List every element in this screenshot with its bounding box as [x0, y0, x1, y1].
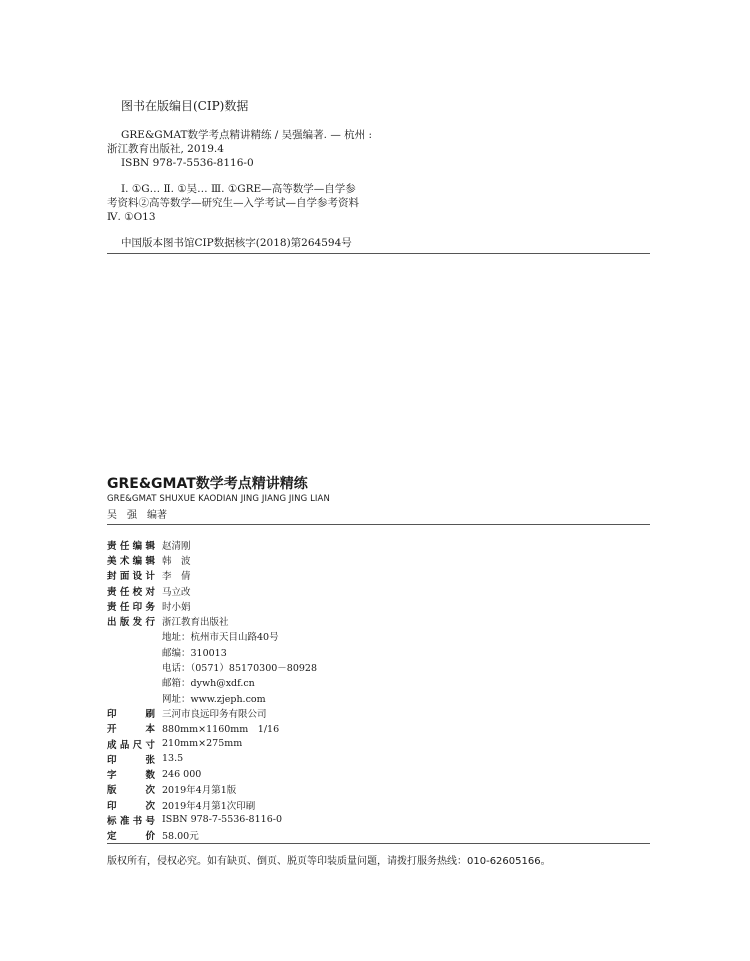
credit-row	[107, 598, 317, 613]
credit-row	[107, 812, 317, 827]
credit-label: 印次	[107, 800, 155, 812]
cip-line-3: ISBN 978-7-5536-8116-0	[121, 157, 254, 169]
cip-line-1: GRE&GMAT数学考点精讲精练 / 吴强编著. — 杭州 :	[121, 129, 373, 141]
credit-row	[107, 537, 317, 552]
credit-row	[107, 751, 317, 766]
credit-label: 美术编辑	[107, 555, 155, 567]
credit-label: 印张	[107, 754, 155, 766]
credit-value: 电话：（0571）85170300－80928	[162, 663, 318, 675]
book-pinyin: GRE&GMAT SHUXUE KAODIAN JING JIANG JING LIAN	[107, 494, 330, 504]
credit-value: 时小娟	[162, 601, 191, 613]
credit-row	[107, 568, 317, 583]
credit-value: 地址：杭州市天目山路40号	[162, 632, 279, 644]
credit-value: 210mm×275mm	[162, 738, 243, 749]
credit-row	[107, 613, 317, 628]
credit-label: 成品尺寸	[107, 739, 155, 751]
credit-label: 字数	[107, 770, 155, 782]
copyright-notice: 版权所有，侵权必究。如有缺页、倒页、脱页等印装质量问题，请拨打服务热线：010-62605166。	[107, 856, 551, 867]
credit-row	[107, 766, 317, 781]
credit-value: 246 000	[162, 768, 202, 780]
credit-row	[107, 552, 317, 567]
credit-row	[107, 828, 317, 843]
credit-value: 邮编：310013	[162, 647, 227, 659]
credit-value: 韩 波	[162, 555, 191, 567]
credit-label: 标准书号	[107, 815, 155, 827]
credit-value: 马立改	[162, 586, 191, 598]
credit-label: 开本	[107, 724, 155, 736]
credit-label: 出版发行	[107, 617, 155, 629]
publisher-email	[107, 675, 317, 690]
credit-label: 版次	[107, 785, 155, 797]
footer-divider	[107, 843, 650, 844]
publisher-postcode	[107, 644, 317, 659]
credit-label: 责任校对	[107, 586, 155, 598]
credit-label: 责任编辑	[107, 540, 155, 552]
credit-row	[107, 583, 317, 598]
credit-value: 网址：www.zjeph.com	[162, 693, 266, 705]
cip-number: 中国版本图书馆CIP数据核字(2018)第264594号	[121, 237, 352, 249]
credit-value: 浙江教育出版社	[162, 617, 229, 629]
credit-row	[107, 705, 317, 720]
credit-row	[107, 721, 317, 736]
book-author: 吴 强 编著	[107, 510, 167, 521]
publisher-address	[107, 629, 317, 644]
credit-row	[107, 797, 317, 812]
credit-row	[107, 782, 317, 797]
cip-line-4: Ⅰ. ①G… Ⅱ. ①吴… Ⅲ. ①GRE—高等数学—自学参	[121, 183, 356, 195]
title-divider	[107, 524, 650, 525]
credit-value: 58.00元	[162, 831, 199, 843]
credits-list	[107, 537, 317, 843]
credit-label: 印刷	[107, 708, 155, 720]
credit-value: 13.5	[162, 753, 184, 765]
credit-value: 三河市良远印务有限公司	[162, 708, 267, 720]
credit-value: 李 倩	[162, 571, 191, 583]
cip-line-2: 浙江教育出版社, 2019.4	[107, 143, 224, 155]
publisher-website	[107, 690, 317, 705]
credit-value: 2019年4月第1次印刷	[162, 800, 256, 812]
credit-value: 邮箱：dywh@xdf.cn	[162, 678, 255, 690]
credit-value: ISBN 978-7-5536-8116-0	[162, 814, 282, 826]
credit-label: 封面设计	[107, 571, 155, 583]
cip-title: 图书在版编目(CIP)数据	[121, 99, 249, 113]
credit-value: 2019年4月第1版	[162, 785, 237, 797]
credit-label: 责任印务	[107, 601, 155, 613]
credit-value: 赵清刚	[162, 540, 191, 552]
credit-row	[107, 736, 317, 751]
cip-line-5: 考资料②高等数学—研究生—入学考试—自学参考资料	[107, 197, 359, 209]
book-title: GRE&GMAT数学考点精讲精练	[107, 476, 308, 492]
credit-value: 880mm×1160mm 1/16	[162, 724, 280, 736]
cip-divider	[107, 253, 650, 254]
credit-label: 定价	[107, 831, 155, 843]
cip-line-6: Ⅳ. ①O13	[107, 211, 156, 223]
publisher-phone	[107, 659, 317, 674]
